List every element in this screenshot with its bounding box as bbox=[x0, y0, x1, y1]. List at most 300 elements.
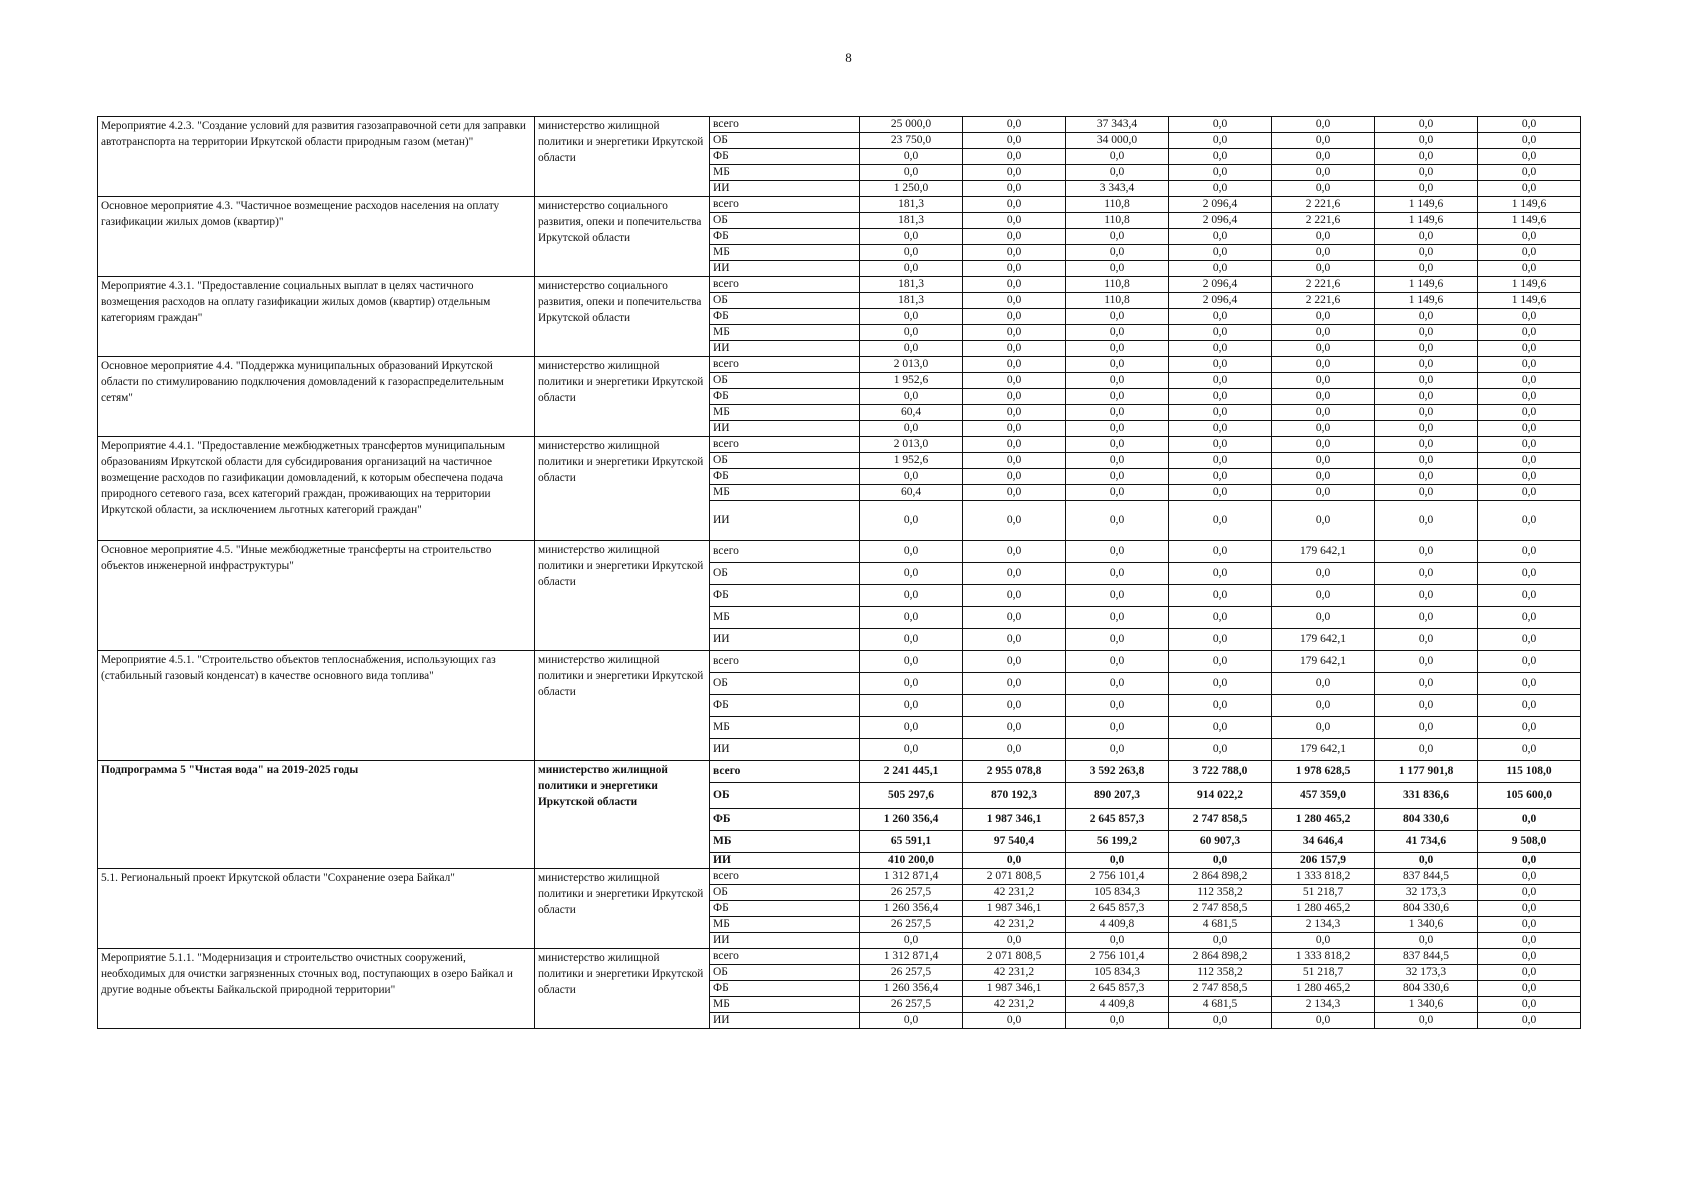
executor-cell: министерство социального развития, опеки и попечительства Иркутской области bbox=[535, 197, 710, 277]
amount-cell: 0,0 bbox=[860, 651, 963, 673]
funding-source-cell: ИИ bbox=[710, 341, 860, 357]
amount-cell: 179 642,1 bbox=[1272, 651, 1375, 673]
amount-cell: 0,0 bbox=[1272, 1013, 1375, 1029]
amount-cell: 0,0 bbox=[860, 421, 963, 437]
funding-source-cell: МБ bbox=[710, 717, 860, 739]
amount-cell: 0,0 bbox=[1375, 133, 1478, 149]
amount-cell: 0,0 bbox=[1375, 933, 1478, 949]
funding-source-cell: ФБ bbox=[710, 469, 860, 485]
amount-cell: 0,0 bbox=[1169, 245, 1272, 261]
amount-cell: 26 257,5 bbox=[860, 965, 963, 981]
amount-cell: 3 343,4 bbox=[1066, 181, 1169, 197]
amount-cell: 3 722 788,0 bbox=[1169, 761, 1272, 783]
amount-cell: 0,0 bbox=[1066, 149, 1169, 165]
amount-cell: 0,0 bbox=[1272, 607, 1375, 629]
amount-cell: 2 955 078,8 bbox=[963, 761, 1066, 783]
amount-cell: 0,0 bbox=[1272, 149, 1375, 165]
funding-source-cell: МБ bbox=[710, 917, 860, 933]
amount-cell: 0,0 bbox=[1272, 717, 1375, 739]
executor-cell: министерство жилищной политики и энергетики Иркутской области bbox=[535, 761, 710, 869]
amount-cell: 0,0 bbox=[1066, 695, 1169, 717]
amount-cell: 2 221,6 bbox=[1272, 213, 1375, 229]
amount-cell: 0,0 bbox=[1375, 651, 1478, 673]
amount-cell: 0,0 bbox=[1169, 261, 1272, 277]
amount-cell: 1 333 818,2 bbox=[1272, 949, 1375, 965]
amount-cell: 0,0 bbox=[860, 585, 963, 607]
executor-cell: министерство жилищной политики и энергетики Иркутской области bbox=[535, 651, 710, 761]
amount-cell: 0,0 bbox=[1169, 501, 1272, 541]
amount-cell: 0,0 bbox=[1169, 117, 1272, 133]
amount-cell: 0,0 bbox=[1478, 133, 1581, 149]
amount-cell: 0,0 bbox=[1478, 453, 1581, 469]
amount-cell: 206 157,9 bbox=[1272, 853, 1375, 869]
amount-cell: 0,0 bbox=[1066, 853, 1169, 869]
amount-cell: 0,0 bbox=[1478, 563, 1581, 585]
amount-cell: 0,0 bbox=[1272, 405, 1375, 421]
budget-table bbox=[97, 116, 1581, 1029]
amount-cell: 1 978 628,5 bbox=[1272, 761, 1375, 783]
amount-cell: 0,0 bbox=[963, 501, 1066, 541]
funding-source-cell: ОБ bbox=[710, 783, 860, 809]
amount-cell: 0,0 bbox=[963, 325, 1066, 341]
amount-cell: 0,0 bbox=[1272, 325, 1375, 341]
amount-cell: 2 645 857,3 bbox=[1066, 981, 1169, 997]
amount-cell: 179 642,1 bbox=[1272, 629, 1375, 651]
amount-cell: 0,0 bbox=[1478, 357, 1581, 373]
amount-cell: 0,0 bbox=[860, 469, 963, 485]
amount-cell: 0,0 bbox=[1375, 117, 1478, 133]
amount-cell: 0,0 bbox=[860, 563, 963, 585]
measure-title: Мероприятие 4.2.3. "Создание условий для развития газозаправочной сети для заправки автотранспорта на территории Иркутской области природным газом (метан)" bbox=[98, 117, 535, 197]
amount-cell: 0,0 bbox=[1375, 607, 1478, 629]
amount-cell: 2 864 898,2 bbox=[1169, 869, 1272, 885]
funding-source-cell: ИИ bbox=[710, 421, 860, 437]
amount-cell: 0,0 bbox=[1169, 421, 1272, 437]
amount-cell: 4 409,8 bbox=[1066, 917, 1169, 933]
amount-cell: 0,0 bbox=[963, 421, 1066, 437]
amount-cell: 2 747 858,5 bbox=[1169, 981, 1272, 997]
amount-cell: 42 231,2 bbox=[963, 965, 1066, 981]
amount-cell: 2 071 808,5 bbox=[963, 869, 1066, 885]
amount-cell: 0,0 bbox=[1272, 165, 1375, 181]
amount-cell: 2 645 857,3 bbox=[1066, 901, 1169, 917]
amount-cell: 2 747 858,5 bbox=[1169, 901, 1272, 917]
amount-cell: 1 260 356,4 bbox=[860, 809, 963, 831]
amount-cell: 0,0 bbox=[1375, 717, 1478, 739]
amount-cell: 0,0 bbox=[1375, 629, 1478, 651]
table-row bbox=[98, 197, 1581, 213]
amount-cell: 0,0 bbox=[963, 717, 1066, 739]
amount-cell: 1 312 871,4 bbox=[860, 869, 963, 885]
funding-source-cell: всего bbox=[710, 949, 860, 965]
amount-cell: 0,0 bbox=[1066, 325, 1169, 341]
amount-cell: 0,0 bbox=[1066, 739, 1169, 761]
amount-cell: 0,0 bbox=[1272, 585, 1375, 607]
amount-cell: 0,0 bbox=[1478, 901, 1581, 917]
table-row bbox=[98, 869, 1581, 885]
amount-cell: 0,0 bbox=[1375, 357, 1478, 373]
amount-cell: 0,0 bbox=[1375, 325, 1478, 341]
amount-cell: 0,0 bbox=[1478, 695, 1581, 717]
amount-cell: 0,0 bbox=[1478, 651, 1581, 673]
amount-cell: 0,0 bbox=[963, 405, 1066, 421]
amount-cell: 0,0 bbox=[1066, 485, 1169, 501]
amount-cell: 0,0 bbox=[1066, 563, 1169, 585]
amount-cell: 0,0 bbox=[1478, 739, 1581, 761]
amount-cell: 0,0 bbox=[1169, 309, 1272, 325]
amount-cell: 0,0 bbox=[1169, 1013, 1272, 1029]
amount-cell: 32 173,3 bbox=[1375, 885, 1478, 901]
funding-source-cell: всего bbox=[710, 541, 860, 563]
amount-cell: 181,3 bbox=[860, 293, 963, 309]
funding-source-cell: ФБ bbox=[710, 695, 860, 717]
amount-cell: 2 134,3 bbox=[1272, 997, 1375, 1013]
table-row bbox=[98, 437, 1581, 453]
amount-cell: 9 508,0 bbox=[1478, 831, 1581, 853]
table-row bbox=[98, 117, 1581, 133]
table-row bbox=[98, 277, 1581, 293]
funding-source-cell: МБ bbox=[710, 245, 860, 261]
funding-source-cell: ФБ bbox=[710, 149, 860, 165]
amount-cell: 0,0 bbox=[1272, 357, 1375, 373]
amount-cell: 0,0 bbox=[963, 245, 1066, 261]
amount-cell: 457 359,0 bbox=[1272, 783, 1375, 809]
amount-cell: 0,0 bbox=[1066, 261, 1169, 277]
amount-cell: 112 358,2 bbox=[1169, 965, 1272, 981]
executor-cell: министерство жилищной политики и энергетики Иркутской области bbox=[535, 117, 710, 197]
amount-cell: 0,0 bbox=[1169, 853, 1272, 869]
amount-cell: 0,0 bbox=[1272, 261, 1375, 277]
amount-cell: 0,0 bbox=[1375, 453, 1478, 469]
amount-cell: 2 096,4 bbox=[1169, 293, 1272, 309]
measure-title: Основное мероприятие 4.4. "Поддержка муниципальных образований Иркутской области по стимулированию подключения домовладений к газораспределительным сетям" bbox=[98, 357, 535, 437]
funding-source-cell: МБ bbox=[710, 997, 860, 1013]
table-row bbox=[98, 357, 1581, 373]
amount-cell: 0,0 bbox=[963, 197, 1066, 213]
amount-cell: 0,0 bbox=[1375, 673, 1478, 695]
amount-cell: 1 260 356,4 bbox=[860, 901, 963, 917]
amount-cell: 890 207,3 bbox=[1066, 783, 1169, 809]
amount-cell: 0,0 bbox=[860, 501, 963, 541]
amount-cell: 4 409,8 bbox=[1066, 997, 1169, 1013]
amount-cell: 42 231,2 bbox=[963, 885, 1066, 901]
amount-cell: 0,0 bbox=[1375, 181, 1478, 197]
amount-cell: 2 096,4 bbox=[1169, 213, 1272, 229]
amount-cell: 181,3 bbox=[860, 277, 963, 293]
amount-cell: 1 149,6 bbox=[1375, 277, 1478, 293]
amount-cell: 181,3 bbox=[860, 213, 963, 229]
amount-cell: 0,0 bbox=[860, 739, 963, 761]
amount-cell: 0,0 bbox=[963, 673, 1066, 695]
amount-cell: 0,0 bbox=[1066, 629, 1169, 651]
amount-cell: 0,0 bbox=[1272, 245, 1375, 261]
amount-cell: 0,0 bbox=[1169, 357, 1272, 373]
amount-cell: 0,0 bbox=[1375, 437, 1478, 453]
amount-cell: 0,0 bbox=[1478, 949, 1581, 965]
amount-cell: 0,0 bbox=[860, 695, 963, 717]
amount-cell: 1 260 356,4 bbox=[860, 981, 963, 997]
amount-cell: 0,0 bbox=[1478, 1013, 1581, 1029]
amount-cell: 0,0 bbox=[860, 149, 963, 165]
amount-cell: 0,0 bbox=[860, 309, 963, 325]
amount-cell: 0,0 bbox=[963, 469, 1066, 485]
amount-cell: 60,4 bbox=[860, 485, 963, 501]
amount-cell: 1 149,6 bbox=[1375, 213, 1478, 229]
amount-cell: 837 844,5 bbox=[1375, 949, 1478, 965]
amount-cell: 0,0 bbox=[1478, 629, 1581, 651]
amount-cell: 0,0 bbox=[963, 357, 1066, 373]
amount-cell: 1 987 346,1 bbox=[963, 809, 1066, 831]
amount-cell: 0,0 bbox=[1478, 261, 1581, 277]
amount-cell: 0,0 bbox=[1272, 453, 1375, 469]
amount-cell: 1 952,6 bbox=[860, 373, 963, 389]
amount-cell: 25 000,0 bbox=[860, 117, 963, 133]
amount-cell: 2 096,4 bbox=[1169, 277, 1272, 293]
amount-cell: 0,0 bbox=[1169, 585, 1272, 607]
amount-cell: 0,0 bbox=[1169, 181, 1272, 197]
measure-title: Мероприятие 5.1.1. "Модернизация и строительство очистных сооружений, необходимых для очистки загрязненных сточных вод, поступающих в озеро Байкал и другие водные объекты Байкальской природной территории" bbox=[98, 949, 535, 1029]
amount-cell: 0,0 bbox=[1478, 501, 1581, 541]
amount-cell: 0,0 bbox=[963, 651, 1066, 673]
amount-cell: 804 330,6 bbox=[1375, 901, 1478, 917]
amount-cell: 0,0 bbox=[860, 165, 963, 181]
amount-cell: 0,0 bbox=[1169, 739, 1272, 761]
measure-title: 5.1. Региональный проект Иркутской области "Сохранение озера Байкал" bbox=[98, 869, 535, 949]
amount-cell: 0,0 bbox=[1478, 541, 1581, 563]
amount-cell: 0,0 bbox=[963, 739, 1066, 761]
amount-cell: 0,0 bbox=[1169, 629, 1272, 651]
amount-cell: 0,0 bbox=[1375, 541, 1478, 563]
amount-cell: 0,0 bbox=[1375, 405, 1478, 421]
amount-cell: 2 756 101,4 bbox=[1066, 949, 1169, 965]
amount-cell: 0,0 bbox=[1375, 585, 1478, 607]
amount-cell: 0,0 bbox=[1169, 695, 1272, 717]
amount-cell: 0,0 bbox=[1272, 437, 1375, 453]
amount-cell: 0,0 bbox=[1169, 389, 1272, 405]
amount-cell: 0,0 bbox=[1066, 165, 1169, 181]
amount-cell: 0,0 bbox=[1169, 673, 1272, 695]
amount-cell: 0,0 bbox=[1272, 181, 1375, 197]
amount-cell: 0,0 bbox=[1169, 341, 1272, 357]
funding-source-cell: ФБ bbox=[710, 585, 860, 607]
amount-cell: 0,0 bbox=[1478, 965, 1581, 981]
amount-cell: 0,0 bbox=[1375, 469, 1478, 485]
amount-cell: 0,0 bbox=[1478, 341, 1581, 357]
amount-cell: 410 200,0 bbox=[860, 853, 963, 869]
funding-source-cell: МБ bbox=[710, 165, 860, 181]
amount-cell: 1 280 465,2 bbox=[1272, 901, 1375, 917]
funding-source-cell: ФБ bbox=[710, 981, 860, 997]
amount-cell: 0,0 bbox=[1375, 389, 1478, 405]
amount-cell: 0,0 bbox=[963, 149, 1066, 165]
amount-cell: 0,0 bbox=[1066, 469, 1169, 485]
amount-cell: 0,0 bbox=[1478, 809, 1581, 831]
amount-cell: 2 864 898,2 bbox=[1169, 949, 1272, 965]
amount-cell: 0,0 bbox=[1478, 673, 1581, 695]
amount-cell: 0,0 bbox=[1066, 607, 1169, 629]
amount-cell: 112 358,2 bbox=[1169, 885, 1272, 901]
table-row bbox=[98, 541, 1581, 563]
amount-cell: 0,0 bbox=[860, 1013, 963, 1029]
funding-source-cell: МБ bbox=[710, 325, 860, 341]
amount-cell: 0,0 bbox=[963, 485, 1066, 501]
amount-cell: 0,0 bbox=[1478, 421, 1581, 437]
amount-cell: 2 241 445,1 bbox=[860, 761, 963, 783]
amount-cell: 804 330,6 bbox=[1375, 981, 1478, 997]
amount-cell: 0,0 bbox=[963, 133, 1066, 149]
executor-cell: министерство жилищной политики и энергетики Иркутской области bbox=[535, 869, 710, 949]
amount-cell: 914 022,2 bbox=[1169, 783, 1272, 809]
amount-cell: 0,0 bbox=[860, 261, 963, 277]
amount-cell: 2 221,6 bbox=[1272, 293, 1375, 309]
amount-cell: 0,0 bbox=[1272, 389, 1375, 405]
amount-cell: 0,0 bbox=[1478, 309, 1581, 325]
amount-cell: 0,0 bbox=[1478, 437, 1581, 453]
amount-cell: 51 218,7 bbox=[1272, 885, 1375, 901]
amount-cell: 0,0 bbox=[1066, 421, 1169, 437]
amount-cell: 0,0 bbox=[860, 933, 963, 949]
amount-cell: 0,0 bbox=[1066, 229, 1169, 245]
amount-cell: 0,0 bbox=[1272, 695, 1375, 717]
executor-cell: министерство жилищной политики и энергетики Иркутской области bbox=[535, 949, 710, 1029]
amount-cell: 2 071 808,5 bbox=[963, 949, 1066, 965]
amount-cell: 0,0 bbox=[1272, 485, 1375, 501]
amount-cell: 0,0 bbox=[963, 389, 1066, 405]
amount-cell: 0,0 bbox=[860, 245, 963, 261]
amount-cell: 105 600,0 bbox=[1478, 783, 1581, 809]
amount-cell: 0,0 bbox=[1478, 933, 1581, 949]
amount-cell: 0,0 bbox=[1375, 853, 1478, 869]
amount-cell: 1 333 818,2 bbox=[1272, 869, 1375, 885]
amount-cell: 505 297,6 bbox=[860, 783, 963, 809]
amount-cell: 0,0 bbox=[1375, 563, 1478, 585]
amount-cell: 0,0 bbox=[963, 261, 1066, 277]
amount-cell: 26 257,5 bbox=[860, 997, 963, 1013]
amount-cell: 3 592 263,8 bbox=[1066, 761, 1169, 783]
amount-cell: 0,0 bbox=[1066, 585, 1169, 607]
amount-cell: 0,0 bbox=[963, 213, 1066, 229]
amount-cell: 110,8 bbox=[1066, 197, 1169, 213]
amount-cell: 0,0 bbox=[1169, 373, 1272, 389]
amount-cell: 0,0 bbox=[1169, 717, 1272, 739]
funding-source-cell: МБ bbox=[710, 831, 860, 853]
amount-cell: 1 149,6 bbox=[1375, 293, 1478, 309]
amount-cell: 0,0 bbox=[1272, 469, 1375, 485]
amount-cell: 0,0 bbox=[1066, 453, 1169, 469]
amount-cell: 0,0 bbox=[963, 277, 1066, 293]
amount-cell: 1 149,6 bbox=[1478, 213, 1581, 229]
amount-cell: 0,0 bbox=[1169, 541, 1272, 563]
amount-cell: 2 221,6 bbox=[1272, 277, 1375, 293]
amount-cell: 2 134,3 bbox=[1272, 917, 1375, 933]
amount-cell: 0,0 bbox=[1375, 695, 1478, 717]
table-row bbox=[98, 761, 1581, 783]
amount-cell: 0,0 bbox=[1478, 717, 1581, 739]
amount-cell: 0,0 bbox=[1272, 563, 1375, 585]
measure-title: Основное мероприятие 4.3. "Частичное возмещение расходов населения на оплату газификации жилых домов (квартир)" bbox=[98, 197, 535, 277]
amount-cell: 0,0 bbox=[1066, 405, 1169, 421]
amount-cell: 0,0 bbox=[1375, 165, 1478, 181]
amount-cell: 0,0 bbox=[963, 695, 1066, 717]
amount-cell: 0,0 bbox=[1478, 181, 1581, 197]
amount-cell: 0,0 bbox=[1169, 607, 1272, 629]
table-row bbox=[98, 651, 1581, 673]
amount-cell: 0,0 bbox=[860, 629, 963, 651]
amount-cell: 0,0 bbox=[1272, 117, 1375, 133]
funding-source-cell: ФБ bbox=[710, 809, 860, 831]
amount-cell: 1 149,6 bbox=[1478, 197, 1581, 213]
funding-source-cell: ФБ bbox=[710, 229, 860, 245]
amount-cell: 0,0 bbox=[963, 229, 1066, 245]
amount-cell: 0,0 bbox=[1478, 117, 1581, 133]
measure-title: Мероприятие 4.4.1. "Предоставление межбюджетных трансфертов муниципальным образованиям Иркутской области для субсидирования организаций на частичное возмещение расходов по газификации домовладений, к которым обеспечена подача природного сетевого газа, всех категорий граждан, проживающих на территории Иркутской области, за исключением льготных категорий граждан" bbox=[98, 437, 535, 541]
amount-cell: 0,0 bbox=[963, 563, 1066, 585]
amount-cell: 0,0 bbox=[1066, 651, 1169, 673]
amount-cell: 0,0 bbox=[1066, 341, 1169, 357]
amount-cell: 0,0 bbox=[860, 325, 963, 341]
amount-cell: 2 645 857,3 bbox=[1066, 809, 1169, 831]
measure-title: Мероприятие 4.3.1. "Предоставление социальных выплат в целях частичного возмещения расходов на оплату газификации жилых домов (квартир) отдельным категориям граждан" bbox=[98, 277, 535, 357]
amount-cell: 1 312 871,4 bbox=[860, 949, 963, 965]
funding-source-cell: ИИ bbox=[710, 501, 860, 541]
amount-cell: 0,0 bbox=[1272, 229, 1375, 245]
funding-source-cell: ИИ bbox=[710, 261, 860, 277]
amount-cell: 0,0 bbox=[963, 293, 1066, 309]
amount-cell: 0,0 bbox=[1169, 405, 1272, 421]
amount-cell: 34 000,0 bbox=[1066, 133, 1169, 149]
amount-cell: 837 844,5 bbox=[1375, 869, 1478, 885]
amount-cell: 0,0 bbox=[1169, 133, 1272, 149]
amount-cell: 0,0 bbox=[1169, 933, 1272, 949]
funding-source-cell: ОБ bbox=[710, 133, 860, 149]
amount-cell: 0,0 bbox=[963, 181, 1066, 197]
amount-cell: 0,0 bbox=[963, 933, 1066, 949]
amount-cell: 41 734,6 bbox=[1375, 831, 1478, 853]
amount-cell: 42 231,2 bbox=[963, 997, 1066, 1013]
amount-cell: 1 280 465,2 bbox=[1272, 809, 1375, 831]
amount-cell: 0,0 bbox=[1478, 245, 1581, 261]
measure-title: Основное мероприятие 4.5. "Иные межбюджетные трансферты на строительство объектов инженерной инфраструктуры" bbox=[98, 541, 535, 651]
amount-cell: 0,0 bbox=[860, 341, 963, 357]
amount-cell: 32 173,3 bbox=[1375, 965, 1478, 981]
amount-cell: 0,0 bbox=[963, 117, 1066, 133]
amount-cell: 110,8 bbox=[1066, 277, 1169, 293]
amount-cell: 0,0 bbox=[1066, 933, 1169, 949]
amount-cell: 2 221,6 bbox=[1272, 197, 1375, 213]
funding-source-cell: МБ bbox=[710, 405, 860, 421]
funding-source-cell: всего bbox=[710, 651, 860, 673]
funding-source-cell: ИИ bbox=[710, 853, 860, 869]
amount-cell: 0,0 bbox=[1066, 373, 1169, 389]
amount-cell: 1 340,6 bbox=[1375, 997, 1478, 1013]
measure-title: Подпрограмма 5 "Чистая вода" на 2019-2025 годы bbox=[98, 761, 535, 869]
amount-cell: 0,0 bbox=[1375, 341, 1478, 357]
amount-cell: 0,0 bbox=[1066, 1013, 1169, 1029]
amount-cell: 0,0 bbox=[860, 229, 963, 245]
amount-cell: 1 149,6 bbox=[1375, 197, 1478, 213]
amount-cell: 0,0 bbox=[963, 453, 1066, 469]
amount-cell: 105 834,3 bbox=[1066, 885, 1169, 901]
amount-cell: 0,0 bbox=[963, 629, 1066, 651]
funding-source-cell: ОБ bbox=[710, 965, 860, 981]
amount-cell: 34 646,4 bbox=[1272, 831, 1375, 853]
amount-cell: 2 013,0 bbox=[860, 437, 963, 453]
amount-cell: 0,0 bbox=[1272, 501, 1375, 541]
amount-cell: 110,8 bbox=[1066, 293, 1169, 309]
amount-cell: 23 750,0 bbox=[860, 133, 963, 149]
amount-cell: 0,0 bbox=[1169, 485, 1272, 501]
funding-source-cell: всего bbox=[710, 357, 860, 373]
